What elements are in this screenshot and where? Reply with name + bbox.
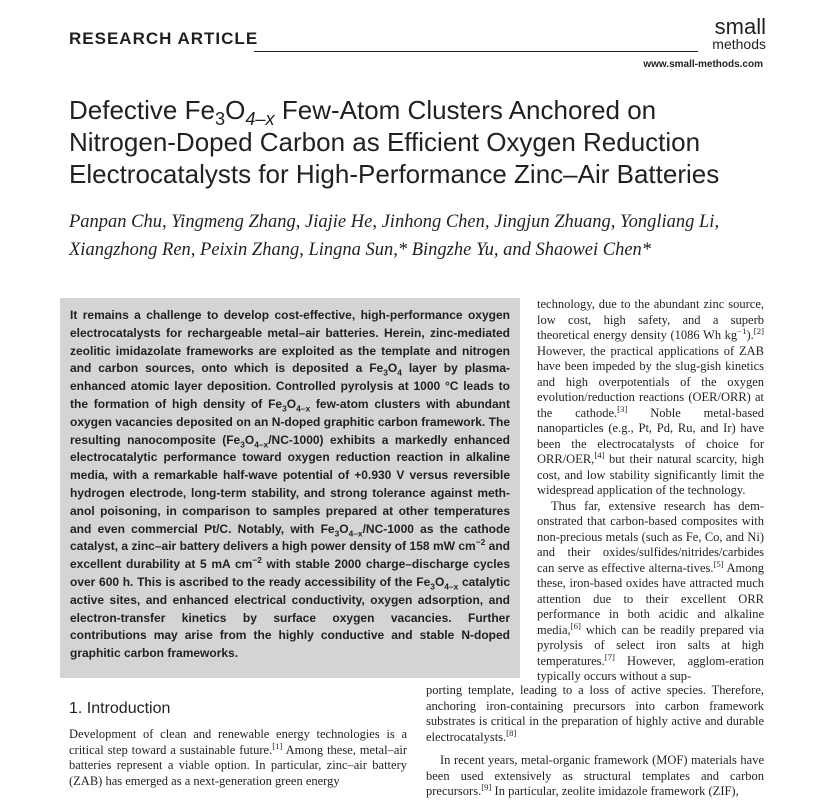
journal-website[interactable]: www.small-methods.com	[643, 59, 763, 70]
citation-link[interactable]: [4]	[594, 449, 605, 460]
paragraph: Thus far, extensive research has dem-onstrated that carbon-based composites with non-precious metals (such as Fe, Co, and Ni) and their oxides/sulfides/nitrides/carbides can serve as effective alterna-tives.[5] Among these, iron-based oxides have attracted much attention due to their excellent ORR performance in both acidic and alkaline media,[6] which can be readily prepared via pyrolysis of select iron salts at high temperatures.[7] However, agglom-eration typically occurs without a sup-	[537, 498, 764, 683]
introduction-paragraph: Development of clean and renewable energy technologies is a critical step toward a sustainable future.[1] Among these, metal–air batteries represent a viable option. In particular, zinc–air battery (ZAB) has emerged as a next-generation green energy	[69, 727, 407, 788]
abstract-box	[60, 298, 520, 678]
title-line-1: Defective $Fe_3O_{4-x}$ Few-Atom Clusters Anchored on	[69, 95, 657, 130]
journal-logo	[684, 16, 766, 51]
title-line-3: Electrocatalysts for High-Performance Zinc–Air Batteries	[69, 159, 720, 189]
authors-line-1: Panpan Chu, Yingmeng Zhang, Jiajie He, Jinhong Chen, Jingjun Zhuang, Yongliang Li,	[69, 212, 720, 232]
right-column	[537, 297, 764, 685]
abstract-text: It remains a challenge to develop cost-effective, high-performance oxygen electrocatalysts for rechargeable metal–air batteries. Herein, zinc-mediated zeolitic imidazolate frameworks are exploited as the template and nitrogen and carbon sources, onto which is deposited a $Fe_3O_4$ layer by plasma-enhanced atomic layer deposition. Controlled pyrolysis at 1000 °C leads to the formation of high density of $Fe_3O_{4-x}$ few-atom clusters with abundant oxygen vacancies deposited on an N-doped graphitic carbon framework. The resulting nanocomposite $(Fe_3O_{4-x}/NC-1000)$ exhibits a markedly enhanced electrocatalytic performance toward oxygen reduction reaction in alkaline media, with a remarkable half-wave potential of +0.930 V versus reversible hydrogen electrode, long-term stability, and strong tolerance against meth-anol poisoning, in comparison to samples prepared at other temperatures and even commercial Pt/C. Notably, with $Fe_3O_{4-x}/NC-1000$ as the cathode catalyst, a zinc–air battery delivers a high power density of 158 mW $cm^{-2}$ and excellent durability at 5 mA $cm^{-2}$ with stable 2000 charge–discharge cycles over 600 h. This is ascribed to the ready accessibility of the $Fe_3O_{4-x}$ catalytic active sites, and enhanced electrical conductivity, oxygen adsorption, and electron-transfer kinetics by surface oxygen vacancies. Further contributions may arise from the highly conductive and stable N-doped graphitic carbon frameworks.	[70, 308, 511, 661]
citation-link[interactable]: [1]	[272, 740, 283, 751]
citation-link[interactable]: [7]	[604, 651, 615, 662]
title-line-2: Nitrogen-Doped Carbon as Efficient Oxygen Reduction	[69, 127, 701, 157]
paragraph: porting template, leading to a loss of active species. Therefore, anchoring iron-containing precursors into carbon framework substrates is critical in the preparation of highly active and durable electrocatalysts.[8]	[426, 683, 764, 744]
citation-link[interactable]: [3]	[617, 403, 628, 414]
journal-logo-line2: methods	[712, 36, 766, 52]
authors-line-2: Xiangzhong Ren, Peixin Zhang, Lingna Sun,* Bingzhe Yu, and Shaowei Chen*	[69, 240, 652, 260]
citation-link[interactable]: [5]	[713, 558, 724, 569]
continuation-text	[426, 683, 764, 800]
author-list	[69, 208, 769, 264]
article-title	[69, 94, 769, 190]
citation-link[interactable]: [2]	[753, 325, 764, 336]
citation-link[interactable]: [9]	[481, 781, 492, 792]
paragraph: technology, due to the abundant zinc source, low cost, high safety, and a superb theoretical energy density (1086 Wh $kg^{-1}).[2]$ However, the practical applications of ZAB have been impeded by the slug-gish kinetics and high overpotentials of the oxygen evolution/reduction reactions (OER/ORR) at the cathode.[3] Noble metal-based nanoparticles (e.g., Pt, Pd, Ru, and Ir) have been the electrocatalysts of choice for ORR/OER,[4] but their natural scarcity, high cost, and low stability significantly limit the widespread application of the technology.	[537, 297, 765, 497]
paragraph: In recent years, metal-organic framework (MOF) materials have been used extensively as structural templates and carbon precursors.[9] In particular, zeolite imidazole framework (ZIF),	[426, 753, 764, 798]
citation-link[interactable]: [6]	[570, 620, 581, 631]
header-rule	[254, 51, 698, 52]
citation-link[interactable]: [8]	[506, 727, 517, 738]
introduction-heading: 1. Introduction	[69, 700, 171, 717]
section-label: RESEARCH ARTICLE	[69, 29, 259, 48]
journal-logo-line1: small	[714, 14, 766, 39]
